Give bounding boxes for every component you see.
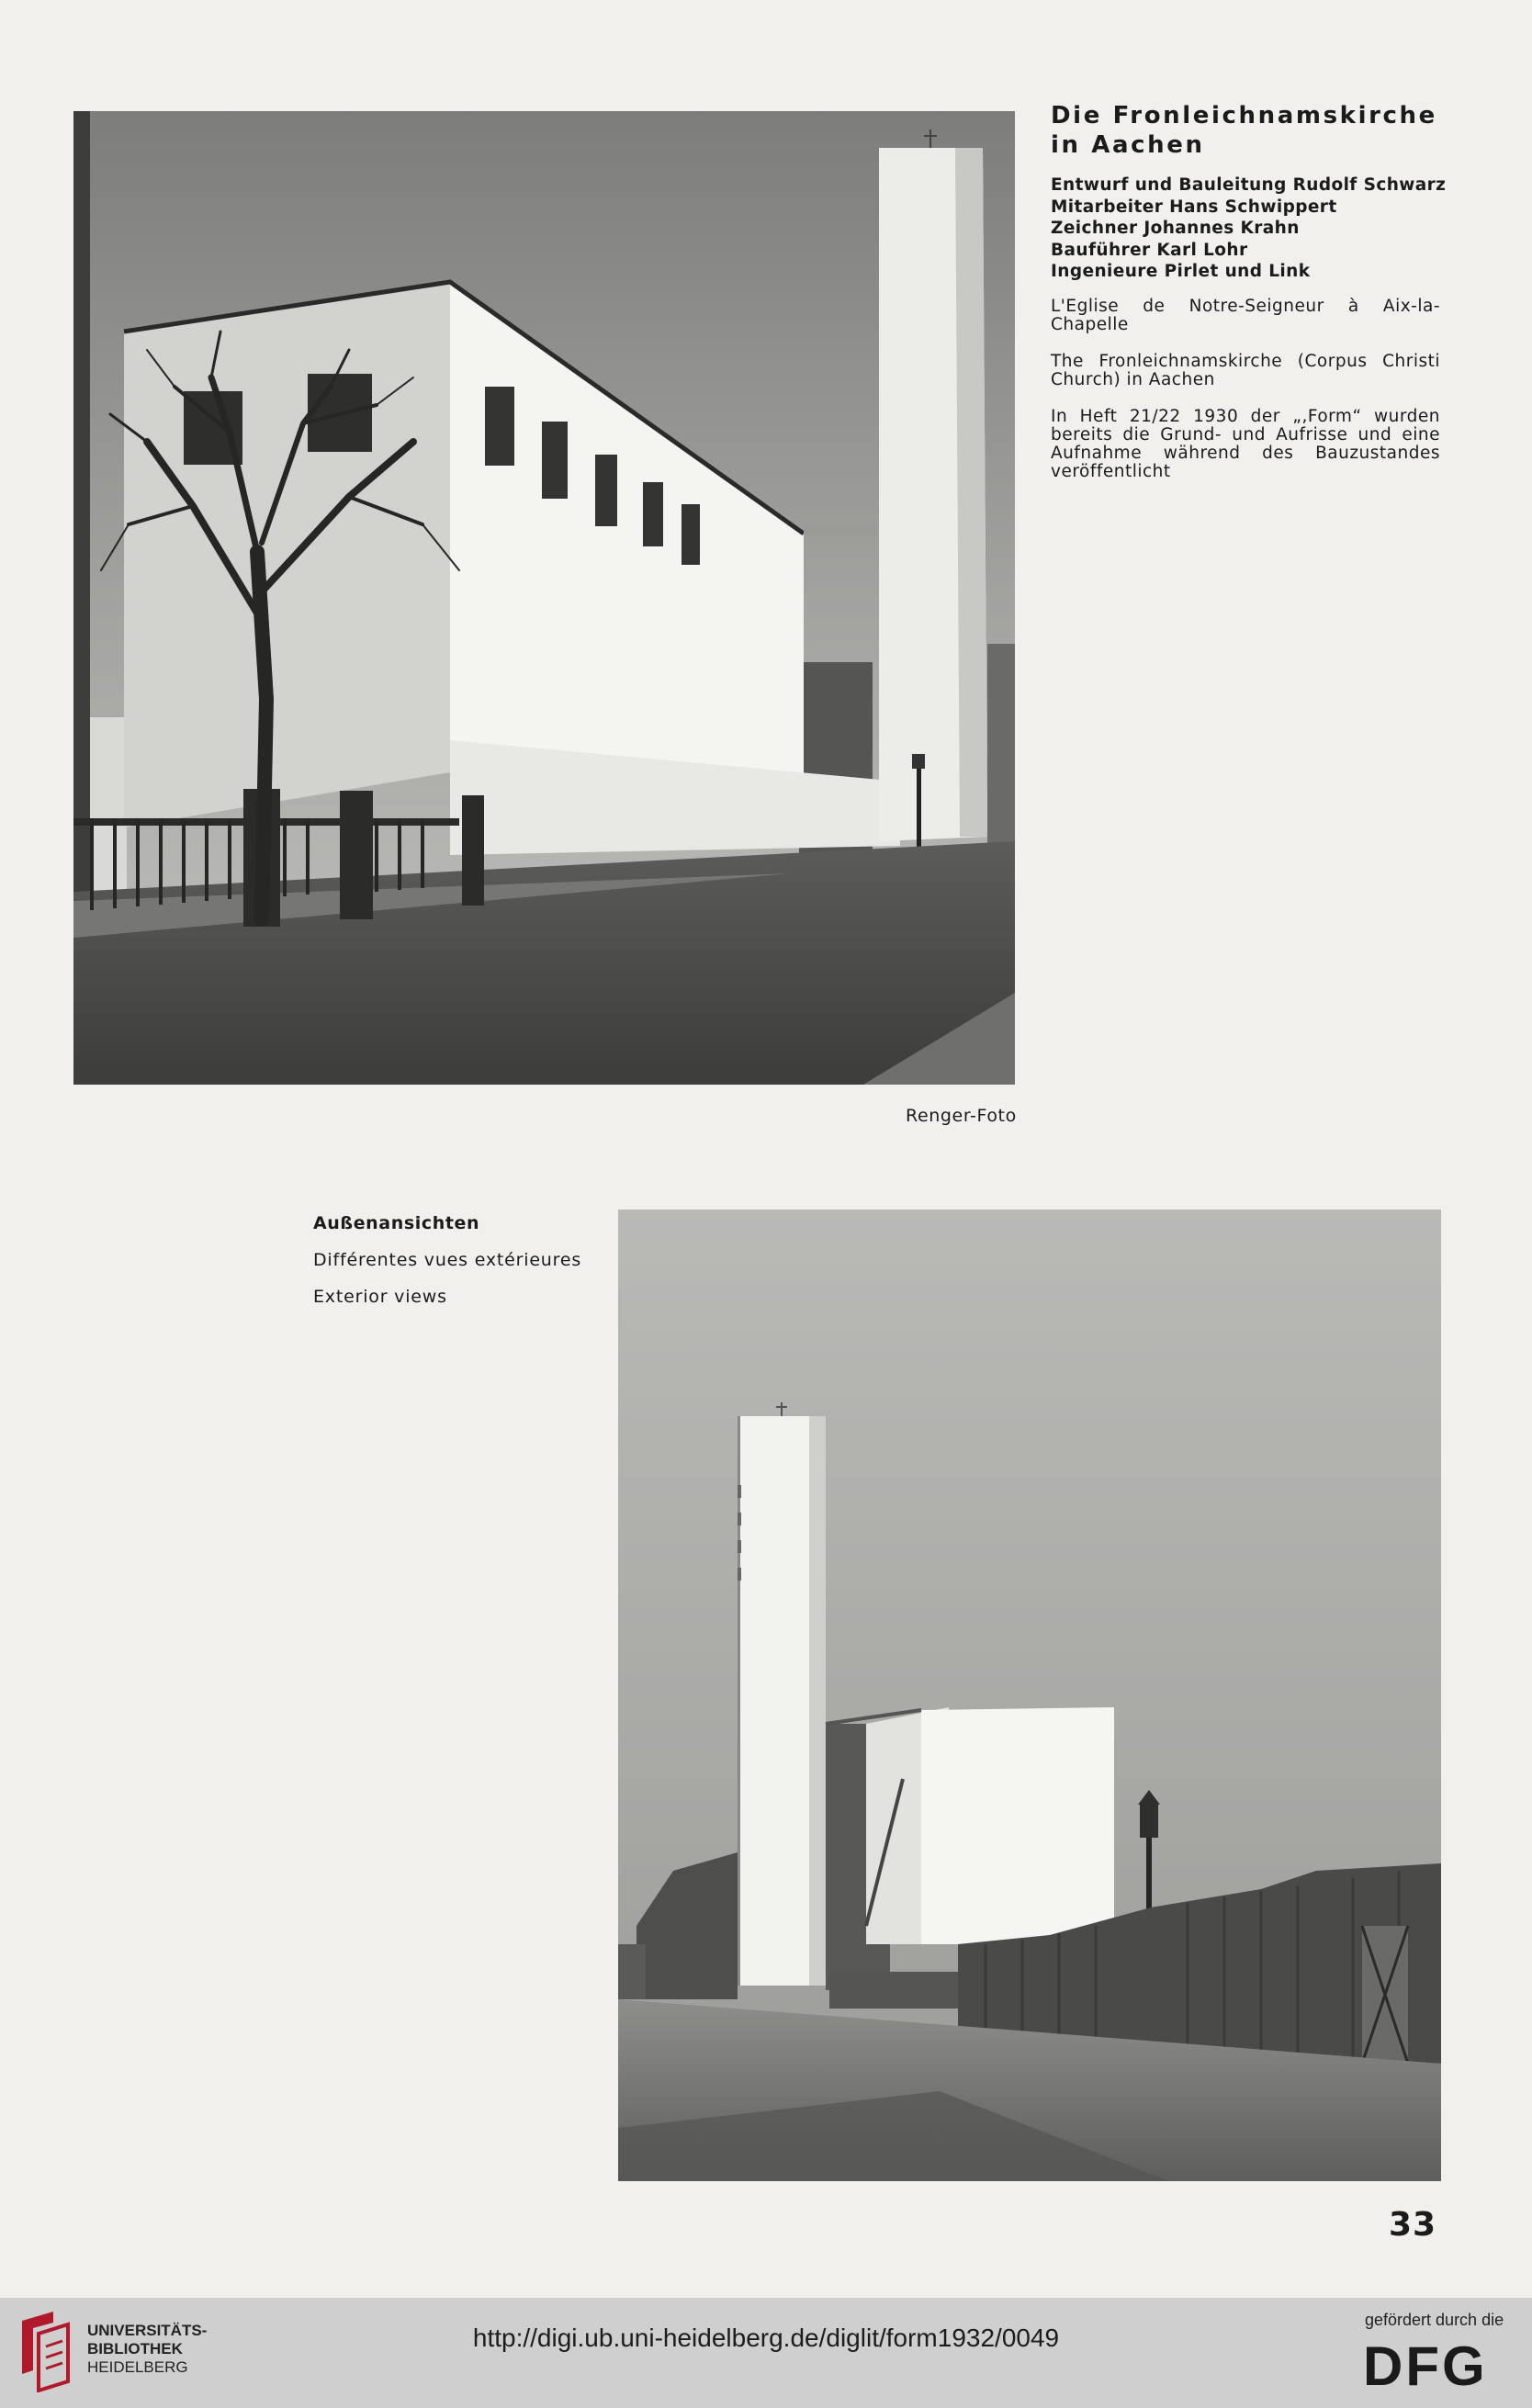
article-title-line-2: in Aachen — [1051, 131, 1205, 159]
caption-french: Différentes vues extérieures — [313, 1250, 582, 1270]
photo-credit: Renger-Foto — [906, 1106, 1017, 1126]
credit-site-manager: Bauführer Karl Lohr — [1051, 240, 1248, 260]
church-photo-front-view — [73, 111, 1015, 1085]
page-number: 33 — [1389, 2206, 1437, 2244]
footer-bar — [0, 2298, 1532, 2408]
publication-note: In Heft 21/22 1930 der „,Form“ wurden bereits die Grund- und Aufrisse und eine Aufnahme während des Bauzustandes veröffentlicht — [1051, 407, 1440, 481]
library-name-line-3: HEIDELBERG — [87, 2358, 188, 2376]
library-name-line-1: UNIVERSITÄTS- — [87, 2322, 208, 2339]
article-title-line-1: Die Fronleichnamskirche — [1051, 102, 1437, 129]
church-photo-street-view — [618, 1210, 1441, 2181]
credits-list — [1051, 174, 1446, 283]
title-english: The Fronleichnamskirche (Corpus Christi Church) in Aachen — [1051, 352, 1440, 389]
credit-collaborator: Mitarbeiter Hans Schwippert — [1051, 197, 1337, 217]
caption-english: Exterior views — [313, 1287, 447, 1307]
title-french: L'Eglise de Notre-Seigneur à Aix-la-Chapelle — [1051, 297, 1440, 334]
caption-german: Außenansichten — [313, 1213, 480, 1233]
dfg-logo[interactable]: DFG — [1363, 2335, 1488, 2397]
credit-draughtsman: Zeichner Johannes Krahn — [1051, 219, 1300, 238]
credit-engineers: Ingenieure Pirlet und Link — [1051, 262, 1311, 281]
source-url-link[interactable]: http://digi.ub.uni-heidelberg.de/diglit/form1932/0049 — [472, 2324, 1060, 2352]
credit-architect: Entwurf und Bauleitung Rudolf Schwarz — [1051, 175, 1447, 195]
article-title — [1051, 101, 1446, 160]
sponsor-text: gefördert durch die — [1365, 2311, 1504, 2329]
library-name-line-2: BIBLIOTHEK — [87, 2340, 183, 2357]
